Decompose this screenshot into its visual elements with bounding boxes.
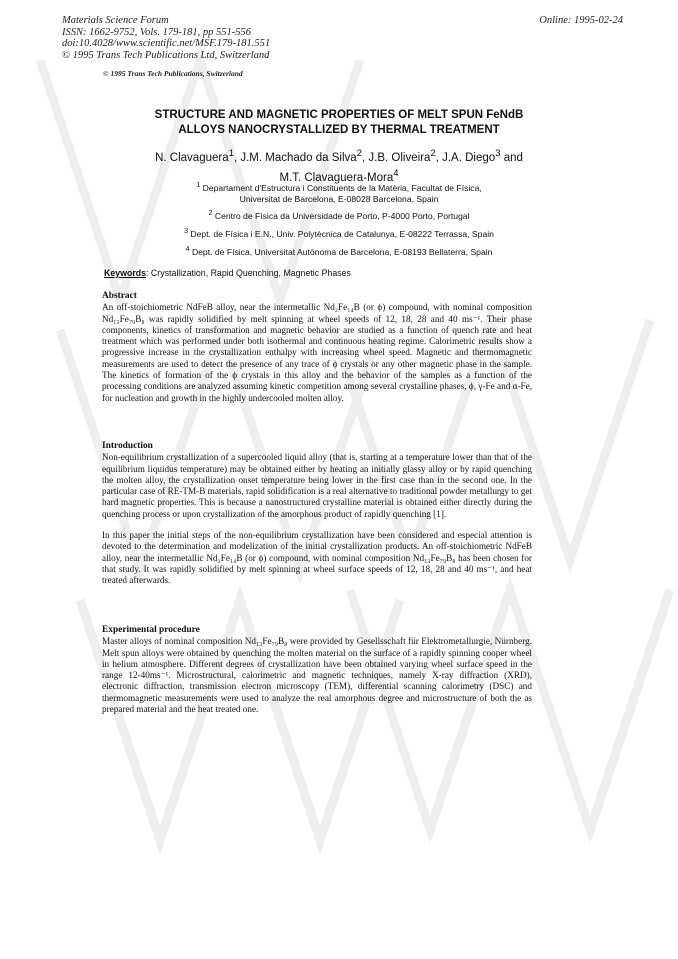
author-3-affil: 2	[430, 148, 436, 159]
online-date: Online: 1995-02-24	[539, 15, 623, 26]
paper-title	[0, 108, 678, 138]
affiliation-1-line-1: Departament d'Estructura i Constituents de la Matèria, Facultat de Física,	[200, 182, 482, 193]
scan-copyright: © 1995 Trans Tech Publications, Switzerland	[103, 69, 243, 78]
introduction-heading: Introduction	[102, 441, 153, 451]
affiliation-3-text: Dept. de Física i E.N., Univ. Polytècnica de Catalunya, E-08222 Terrassa, Spain	[188, 228, 494, 239]
journal-name: Materials Science Forum	[62, 15, 169, 26]
affiliation-2-marker: 2	[208, 209, 213, 217]
author-2-affil: 2	[356, 148, 362, 159]
abstract-heading: Abstract	[102, 291, 137, 301]
author-2: , J.M. Machado da Silva	[233, 151, 357, 164]
introduction-paragraph-2: In this paper the initial steps of the non-equilibrium crystallization have been considered and especial attention is devoted to the determination and modelization of the initial crystallization products. An off-stoichiometric NdFeB alloy, near the intermetallic Nd₂Fe₁₄B (or ϕ) compound, with nominal composition Nd₁₃Fe₇₉B₈ has been chosen for that study. It was rapidly solidified by melt spinning at wheel surface speeds of 12, 18, 28 and 40 ms⁻¹, and heat treated afterwards.	[102, 530, 532, 586]
author-5: M.T. Clavaguera-Mora	[279, 171, 394, 184]
abstract-section	[102, 291, 532, 404]
affiliation-2-text: Centro de Física da Universidade de Porto, P-4000 Porto, Portugal	[212, 210, 470, 221]
doi-line: doi:10.4028/www.scientific.net/MSF.179-181.551	[62, 38, 271, 49]
author-5-affil: 4	[393, 167, 399, 179]
author-3: , J.B. Oliveira	[362, 151, 431, 164]
keywords-label: Keywords	[104, 268, 147, 278]
experimental-paragraph: Master alloys of nominal composition Nd₁₃Fe₇₉B₈ were provided by Gesellsschaft für Elektrometallurgie, Nürnberg. Melt spun alloys were obtained by quenching the molten material on the surface of a rapidly spinning cooper wheel in helium atmosphere. Different degrees of crystallization have been obtained varying wheel surface speed in the range 12-40ms⁻¹. Microstructural, calorimetric and magnetic techniques, namely X-ray diffraction (XRD), electronic diffraction, transmission electron microscopy (TEM), differential scanning calorimetry (DSC) and thermomagnetic measurements were used to analyze the real amorphous degree and microstructure of both the as prepared material and the heat treated one.	[102, 636, 532, 715]
keywords-text: : Crystallization, Rapid Quenching, Magnetic Phases	[146, 268, 351, 278]
affiliation-4	[0, 244, 678, 258]
keywords	[104, 268, 351, 278]
affiliation-1-marker: 1	[196, 181, 201, 189]
copyright-line: © 1995 Trans Tech Publications Ltd, Switzerland	[62, 49, 270, 61]
authors-line-1	[0, 146, 678, 166]
authors-and: and	[500, 151, 523, 164]
affiliation-4-marker: 4	[185, 245, 190, 253]
title-line-1: STRUCTURE AND MAGNETIC PROPERTIES OF MELT SPUN FeNdB	[154, 109, 524, 121]
author-4-affil: 3	[495, 148, 501, 159]
author-4: , J.A. Diego	[435, 151, 496, 164]
affiliation-3	[0, 226, 678, 240]
affiliation-4-text: Dept. de Física, Universitat Autònoma de Barcelona, E-08193 Bellaterra, Spain	[189, 246, 493, 257]
experimental-section	[102, 625, 532, 715]
page-header	[62, 15, 623, 61]
author-1-affil: 1	[228, 148, 234, 159]
author-1: N. Clavaguera	[155, 151, 229, 164]
affiliation-1-line-2: Universitat de Barcelona, E-08028 Barcelona, Spain	[239, 194, 439, 205]
affiliation-3-marker: 3	[184, 227, 189, 235]
experimental-heading: Experimental procedure	[102, 625, 200, 635]
affiliation-2	[0, 208, 678, 222]
issn-line: ISSN: 1662-9752, Vols. 179-181, pp 551-556	[62, 26, 251, 38]
introduction-section	[102, 441, 532, 587]
introduction-paragraph-1: Non-equilibrium crystallization of a supercooled liquid alloy (that is, starting at a temperature lower than that of the equilibrium liquidus temperature) may be obtained either by heating an initially glassy alloy or by rapid quenching the molten alloy, the crystallization onset temperature being lower in the first case than in the second one. In the particular case of RE-TM-B materials, rapid solidification is a real alternative to traditional powder metallurgy to get hard magnetic properties. This is because a nanostructured crystalline material is obtained either directly during the quenching process or upon crystallization of the amorphous product of rapidly quenching [1].	[102, 452, 532, 519]
abstract-paragraph: An off-stoichiometric NdFeB alloy, near the intermetallic Nd₂Fe₁₄B (or ϕ) compound, with nominal composition Nd₁₃Fe₇₉B₈ was rapidly solidified by melt spinning at wheel speeds of 12, 18, 28 and 40 ms⁻¹. Their phase components, kinetics of transformation and magnetic behavior are studied as a function of quench rate and heat treatment which was performed under both isothermal and continuous heating regime. Calorimetric results show a progressive increase in the crystallization enthalpy with increasing wheel speed. Magnetic and thermomagnetic measurements are used to detect the presence of any trace of ϕ crystals or any other magnetic phase in the sample. The kinetics of formation of the ϕ crystals in this alloy and the behavior of the samples as a function of the processing conditions are analyzed assuming kinetic competition among several crystalline phases, ϕ, γ-Fe and α-Fe, for nucleation and growth in the highly undercooled molten alloy.	[102, 302, 532, 403]
title-line-2: ALLOYS NANOCRYSTALLIZED BY THERMAL TREATMENT	[178, 124, 500, 136]
affiliation-1	[0, 180, 678, 206]
